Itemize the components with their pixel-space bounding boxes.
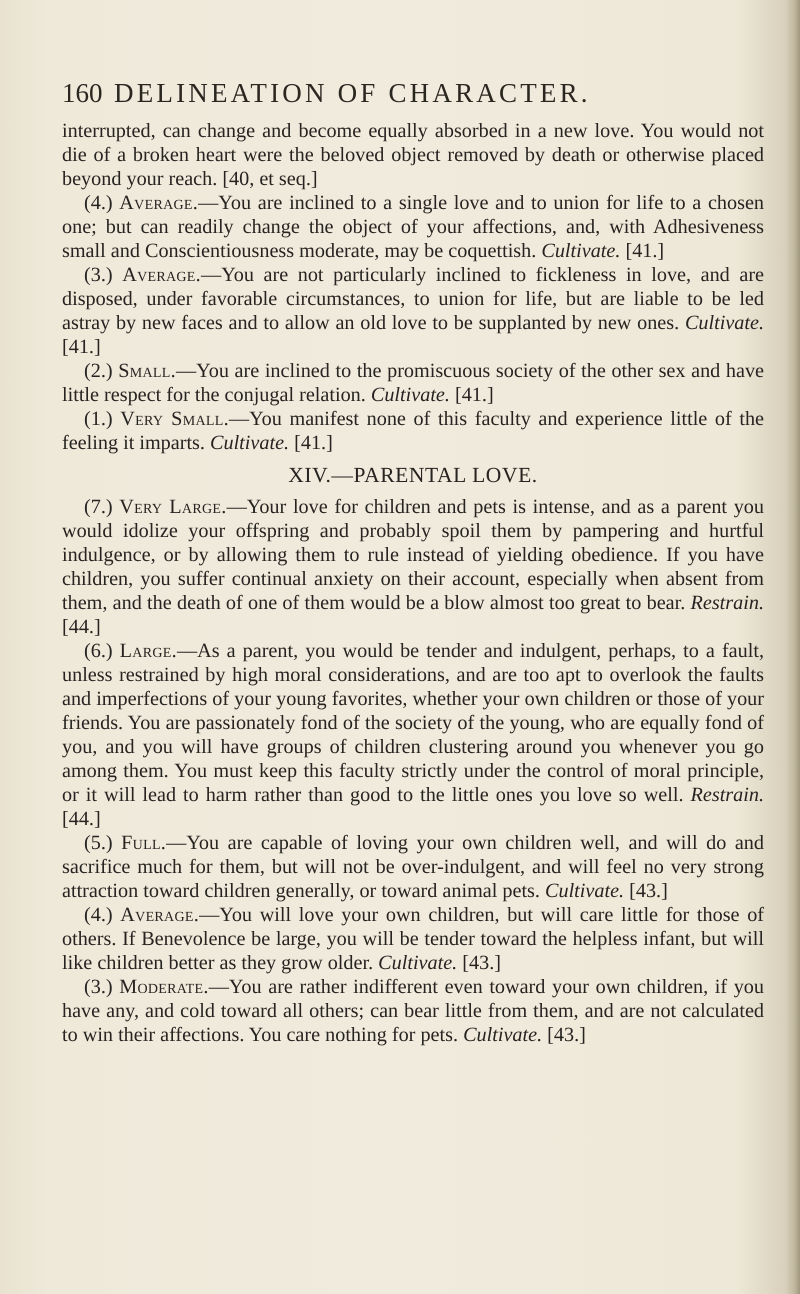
- degree-number: (4.): [84, 192, 113, 214]
- degree-reference: [43.]: [462, 952, 501, 974]
- degree-label: Large.: [119, 640, 177, 662]
- degree-advice: Cultivate.: [541, 240, 621, 262]
- degree-paragraph: [62, 407, 764, 455]
- degree-advice: Cultivate.: [463, 1024, 543, 1046]
- degree-text: —You are inclined to the promiscuous society of the other sex and have little respect for the conjugal relation.: [62, 360, 765, 406]
- degree-label: Average.: [119, 192, 199, 214]
- degree-label: Moderate.: [119, 976, 209, 998]
- section-heading: XIV.—PARENTAL LOVE.: [288, 463, 538, 487]
- page-body: [62, 119, 764, 1047]
- degree-text: —You will love your own children, but will care little for those of others. If Benevolence be large, you will be tender toward the helpless infant, but will like children better as they grow older.: [62, 904, 765, 974]
- degree-label: Full.: [121, 832, 167, 854]
- degree-paragraph: [62, 191, 764, 263]
- degree-paragraph: [62, 495, 764, 639]
- degree-label: Very Small.: [120, 408, 229, 430]
- degree-number: (7.): [84, 496, 113, 518]
- degree-paragraph: [62, 263, 764, 359]
- degree-text: —You manifest none of this faculty and experience little of the feeling it imparts.: [62, 408, 765, 454]
- degree-text: —You are rather indifferent even toward your own children, if you have any, and cold toward all others; can bear little from them, and are not calculated to win their affections. You care nothing for pets.: [62, 976, 764, 1046]
- degree-number: (5.): [84, 832, 113, 854]
- degree-number: (6.): [84, 640, 113, 662]
- degree-paragraph: [62, 903, 764, 975]
- degree-paragraph: [62, 359, 764, 407]
- degree-number: (1.): [84, 408, 113, 430]
- degree-text: —You are not particularly inclined to fickleness in love, and are disposed, under favorable circumstances, to union for life, but are liable to be led astray by new faces and to allow an old love to be supplanted by new ones.: [62, 264, 764, 334]
- degree-paragraph: [62, 831, 764, 903]
- degree-number: (4.): [84, 904, 113, 926]
- degree-paragraph: [62, 975, 764, 1047]
- degree-text: —You are capable of loving your own children well, and will do and sacrifice much for them, but will not be over-indulgent, and will feel no very strong attraction toward children generally, or toward animal pets.: [62, 832, 764, 902]
- degree-reference: [41.]: [454, 384, 494, 406]
- degree-label: Very Large.: [119, 496, 227, 518]
- degree-reference: [44.]: [62, 808, 101, 830]
- degree-label: Average.: [122, 264, 201, 286]
- degree-label: Average.: [120, 904, 200, 926]
- degree-advice: Cultivate.: [378, 952, 458, 974]
- degree-advice: Cultivate.: [545, 880, 625, 902]
- running-header: [62, 78, 762, 108]
- degree-reference: [41.]: [294, 432, 333, 454]
- degree-text: —Your love for children and pets is intense, and as a parent you would idolize your offspring and probably spoil them by pampering and hurtful indulgence, or by allowing them to rule instead of yielding obedience. If you have children, you suffer continual anxiety on their account, especially when absent from them, and the death of one of them would be a blow almost too great to bear.: [62, 496, 764, 614]
- degree-number: (2.): [84, 360, 113, 382]
- degree-advice: Restrain.: [690, 592, 764, 614]
- degree-number: (3.): [84, 264, 113, 286]
- continued-paragraph: interrupted, can change and become equally absorbed in a new love. You would not die of a broken heart were the beloved object removed by death or otherwise placed beyond your reach. [40, et seq.]: [62, 120, 764, 190]
- degree-reference: [41.]: [625, 240, 665, 262]
- degree-text: —You are inclined to a single love and to union for life to a chosen one; but can readily change the object of your affections, and, with Adhesiveness small and Conscientiousness moderate, may be coquettish.: [62, 192, 764, 262]
- degree-reference: [43.]: [629, 880, 668, 902]
- degree-advice: Restrain.: [690, 784, 765, 806]
- degree-text: —As a parent, you would be tender and indulgent, perhaps, to a fault, unless restrained by high moral considerations, and are too apt to overlook the faults and imperfections of your young favorites, whether your own children or those of your friends. You are passionately fond of the society of the young, who are equally fond of you, and you will have groups of children clustering around you whenever you go among them. You must keep this faculty strictly under the control of moral principle, or it will lead to harm rather than good to the little ones you love so well.: [62, 640, 764, 806]
- degree-advice: Cultivate.: [210, 432, 290, 454]
- degree-advice: Cultivate.: [370, 384, 450, 406]
- degree-advice: Cultivate.: [684, 312, 765, 334]
- degree-reference: [43.]: [547, 1024, 586, 1046]
- degree-reference: [44.]: [62, 616, 101, 638]
- running-title: DELINEATION OF CHARACTER.: [114, 78, 591, 108]
- degree-label: Small.: [118, 360, 176, 382]
- page-number: 160: [62, 78, 103, 108]
- page-edge-shadow: [786, 0, 800, 1294]
- degree-reference: [41.]: [62, 336, 101, 358]
- degree-number: (3.): [84, 976, 113, 998]
- degree-paragraph: [62, 639, 764, 831]
